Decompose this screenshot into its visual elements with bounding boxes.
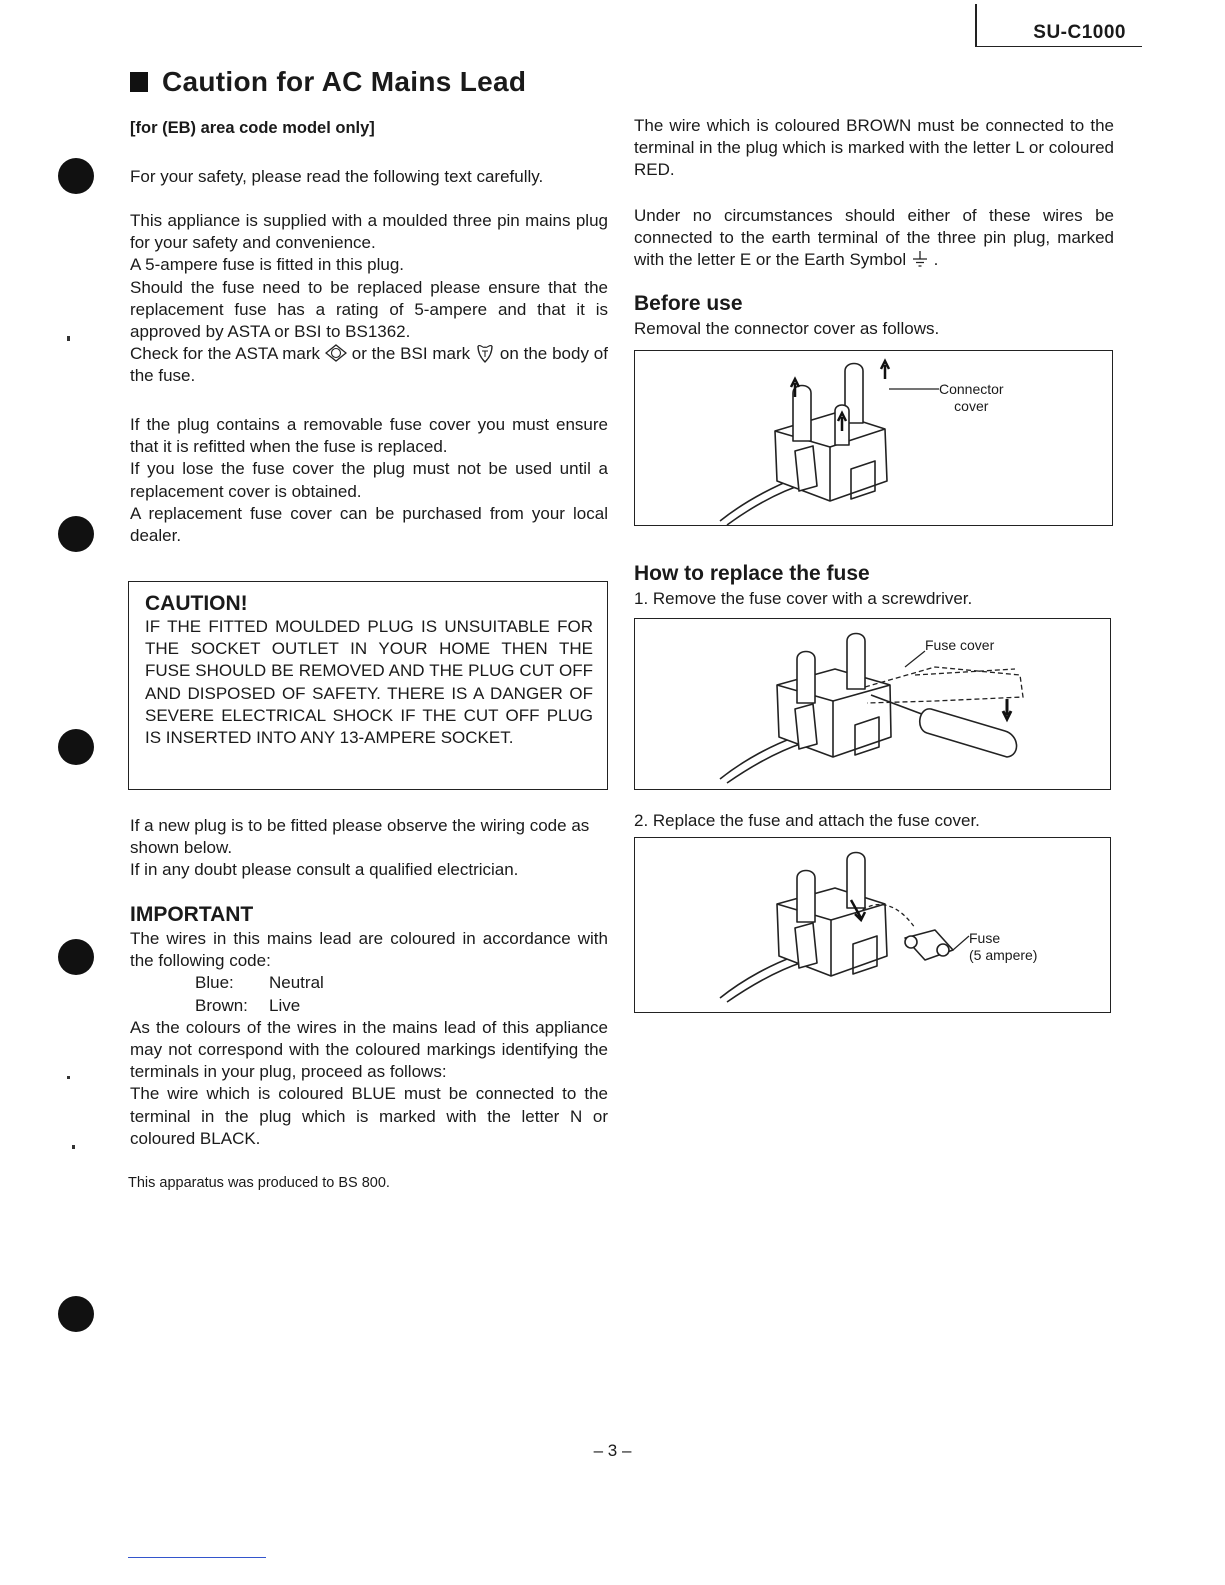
replace-fuse-heading: How to replace the fuse (634, 562, 870, 585)
bs800-note: This apparatus was produced to BS 800. (128, 1175, 390, 1191)
subtitle: [for (EB) area code model only] (130, 119, 375, 137)
important-paragraph: The wires in this mains lead are coloured in accordance with the following code: Blue: Neutral Brown: Live As the colours of the wires in the mains lead of this appliance may not correspond with the coloured markings identifying the terminals in your plug, proceed as follows: The wire which is coloured BLUE must be connected to the terminal in the plug which is marked with the letter N or coloured BLACK. (130, 929, 608, 1148)
step-2-text: 2. Replace the fuse and attach the fuse cover. (634, 811, 980, 830)
caution-title: CAUTION! (145, 592, 248, 615)
binder-hole-3 (58, 729, 94, 765)
before-use-text: Removal the connector cover as follows. (634, 319, 940, 338)
earth-paragraph: Under no circumstances should either of these wires be connected to the earth terminal of the three pin plug, marked with the letter E or the Earth Symbol . (634, 206, 1114, 270)
caution-text: IF THE FITTED MOULDED PLUG IS UNSUITABLE FOR THE SOCKET OUTLET IN YOUR HOME THEN THE FUSE SHOULD BE REMOVED AND THE PLUG CUT OFF AND DISPOSED OF SAFETY. THERE IS A DANGER OF SEVERE ELECTRICAL SHOCK IF THE CUT OFF PLUG IS INSERTED INTO ANY 13-AMPERE SOCKET. (145, 617, 593, 748)
caution-box (128, 581, 608, 790)
plug-fuse-illustration (635, 838, 1110, 1012)
replace-fuse-figure (634, 837, 1111, 1013)
before-use-heading: Before use (634, 292, 743, 315)
remove-fuse-cover-figure (634, 618, 1111, 790)
brown-paragraph: The wire which is coloured BROWN must be connected to the terminal in the plug which is marked with the letter L or coloured RED. (634, 116, 1114, 180)
binder-hole-5 (58, 1296, 94, 1332)
plug-screwdriver-illustration (635, 619, 1110, 789)
earth-symbol-icon (911, 250, 929, 268)
new-plug-paragraph: If a new plug is to be fitted please observe the wiring code as shown below. If in any doubt please consult a qualified electrician. (130, 816, 590, 880)
binder-hole-4 (58, 939, 94, 975)
connector-cover-label: Connector cover (939, 381, 1004, 414)
scan-speck (72, 1145, 75, 1149)
binder-hole-2 (58, 516, 94, 552)
safety-paragraph: For your safety, please read the following text carefully. (130, 167, 544, 186)
wire-code-brown: Brown: Live (195, 995, 301, 1015)
footer-rule (128, 1557, 266, 1558)
step-1-text: 1. Remove the fuse cover with a screwdriver. (634, 589, 973, 608)
fuse-cover-label: Fuse cover (925, 637, 995, 653)
page-title: Caution for AC Mains Lead (130, 66, 526, 98)
supplied-paragraph: This appliance is supplied with a moulded three pin mains plug for your safety and convenience. A 5-ampere fuse is fitted in this plug. Should the fuse need to be replaced please ensure that the replacement fuse has a rating of 5-ampere and that it is approved by ASTA or BSI to BS1362. Check for the ASTA mark or the BSI mark on the body of the fuse. (130, 210, 608, 388)
fuse-label: Fuse (5 ampere) (969, 930, 1038, 963)
connector-cover-figure (634, 350, 1113, 526)
plug-connector-cover-illustration (635, 351, 1112, 525)
scan-speck (67, 336, 70, 341)
model-number: SU-C1000 (1033, 22, 1126, 43)
title-square-icon (130, 72, 148, 92)
binder-hole-1 (58, 158, 94, 194)
fuse-cover-paragraph: If the plug contains a removable fuse cover you must ensure that it is refitted when the fuse is replaced. If you lose the fuse cover the plug must not be used until a replacement cover is obtained. A replacement fuse cover can be purchased from your local dealer. (130, 415, 608, 546)
wire-code-blue: Blue: Neutral (195, 973, 324, 993)
model-box (975, 4, 1142, 47)
check-mark-text: Check for the ASTA mark or the BSI mark on the body of the fuse. (130, 344, 608, 386)
asta-mark-icon (325, 344, 347, 362)
important-heading: IMPORTANT (130, 903, 254, 926)
page-number: – 3 – (593, 1441, 632, 1460)
bsi-mark-icon (475, 343, 495, 363)
scan-speck (67, 1076, 70, 1079)
